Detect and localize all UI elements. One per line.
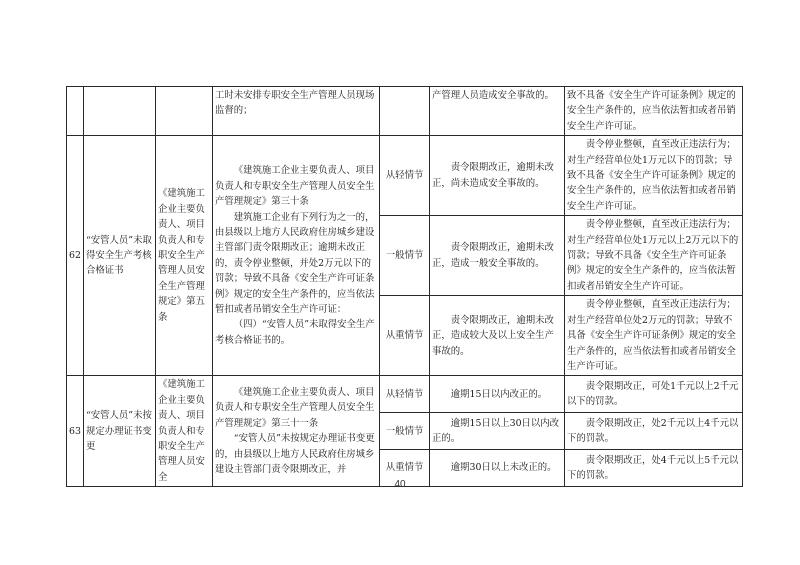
penalty-standard: 责令停业整顿，直至改正违法行为；对生产经营单位处1万元以下的罚款；导致不具备《安全生产许可证条例》规定的安全生产条件的，应当依法暂扣或者吊销安全生产许可证。 [565, 136, 743, 216]
penalty-cell: 致不具备《安全生产许可证条例》规定的安全生产条件的，应当依法暂扣或者吊销安全生产许可证。 [565, 87, 743, 136]
violation-condition: 责令限期改正，逾期未改正，造成一般安全事故的。 [430, 216, 565, 296]
severity-level: 一般情节 [380, 413, 430, 450]
provision-title: 《建筑施工企业主要负责人、项目负责人和专职安全生产管理人员安全生产管理规定》第三十条 [215, 165, 375, 208]
provision-body: 建筑施工企业有下列行为之一的，由县级以上地方人民政府住房城乡建设主管部门责令限期改正；逾期未改正的，责令停业整顿，并处2万元以下的罚款；导致不具备《安全生产许可证条例》规定的安全生产条件的，应当依法暂扣或者吊销安全生产许可证： [215, 211, 375, 315]
penalty-standard: 责令停业整顿，直至改正违法行为；对生产经营单位处2万元的罚款；导致不具备《安全生产许可证条例》规定的安全生产条件的，应当依法暂扣或者吊销安全生产许可证。 [565, 296, 743, 376]
penalty-standard: 责令限期改正，可处1千元以上2千元以下的罚款。 [565, 376, 743, 413]
penalty-provision [213, 136, 380, 376]
no-cell [67, 87, 84, 136]
page-number: 40 [394, 479, 406, 490]
severity-level: 从轻情节 [380, 136, 430, 216]
provision-body: “安管人员”未按规定办理证书变更的，由县级以上地方人民政府住房城乡建设主管部门责令限期改正，并 [215, 433, 375, 476]
penalty-standards-table [66, 86, 743, 487]
basis-cell [156, 87, 213, 136]
violation-condition: 责令限期改正，逾期未改正，造成较大及以上安全生产事故的。 [430, 296, 565, 376]
violation-condition: 逾期30日以上未改正的。 [430, 450, 565, 487]
provision-cell: 工时未安排专职安全生产管理人员现场监督的； [213, 87, 380, 136]
violation-name: “安管人员”未按规定办理证书变更 [84, 376, 156, 487]
legal-basis: 《建筑施工企业主要负责人、项目负责人和专职安全生产管理人员安全生产管理规定》第五条 [156, 136, 213, 376]
severity-level: 从重情节 [380, 296, 430, 376]
violation-condition: 逾期15日以内改正的。 [430, 376, 565, 413]
penalty-provision [213, 376, 380, 487]
penalty-standard: 责令限期改正，处4千元以上5千元以下的罚款。 [565, 450, 743, 487]
violation-condition: 责令限期改正，逾期未改正，尚未造成安全事故的。 [430, 136, 565, 216]
provision-title: 《建筑施工企业主要负责人、项目负责人和专职安全生产管理人员安全生产管理规定》第三十一条 [215, 387, 375, 429]
provision-item: （四）“安管人员”未取得安全生产考核合格证书的。 [215, 319, 375, 346]
table-row [67, 136, 743, 216]
condition-cell: 产管理人员造成安全事故的。 [430, 87, 565, 136]
violation-name: “安管人员”未取得安全生产考核合格证书 [84, 136, 156, 376]
row-number: 62 [67, 136, 84, 376]
level-cell [380, 87, 430, 136]
table-row [67, 376, 743, 413]
table-row [67, 87, 743, 136]
severity-level: 一般情节 [380, 216, 430, 296]
penalty-standard: 责令限期改正，处2千元以上4千元以下的罚款。 [565, 413, 743, 450]
severity-level: 从轻情节 [380, 376, 430, 413]
row-number: 63 [67, 376, 84, 487]
severity-level: 从重情节 [380, 450, 430, 487]
violation-condition: 逾期15日以上30日以内改正的。 [430, 413, 565, 450]
name-cell [84, 87, 156, 136]
legal-basis: 《建筑施工企业主要负责人、项目负责人和专职安全生产管理人员安全 [156, 376, 213, 487]
penalty-standard: 责令停业整顿，直至改正违法行为；对生产经营单位处1万元以上2万元以下的罚款；导致不具备《安全生产许可证条例》规定的安全生产条件的，应当依法暂扣或者吊销安全生产许可证。 [565, 216, 743, 296]
